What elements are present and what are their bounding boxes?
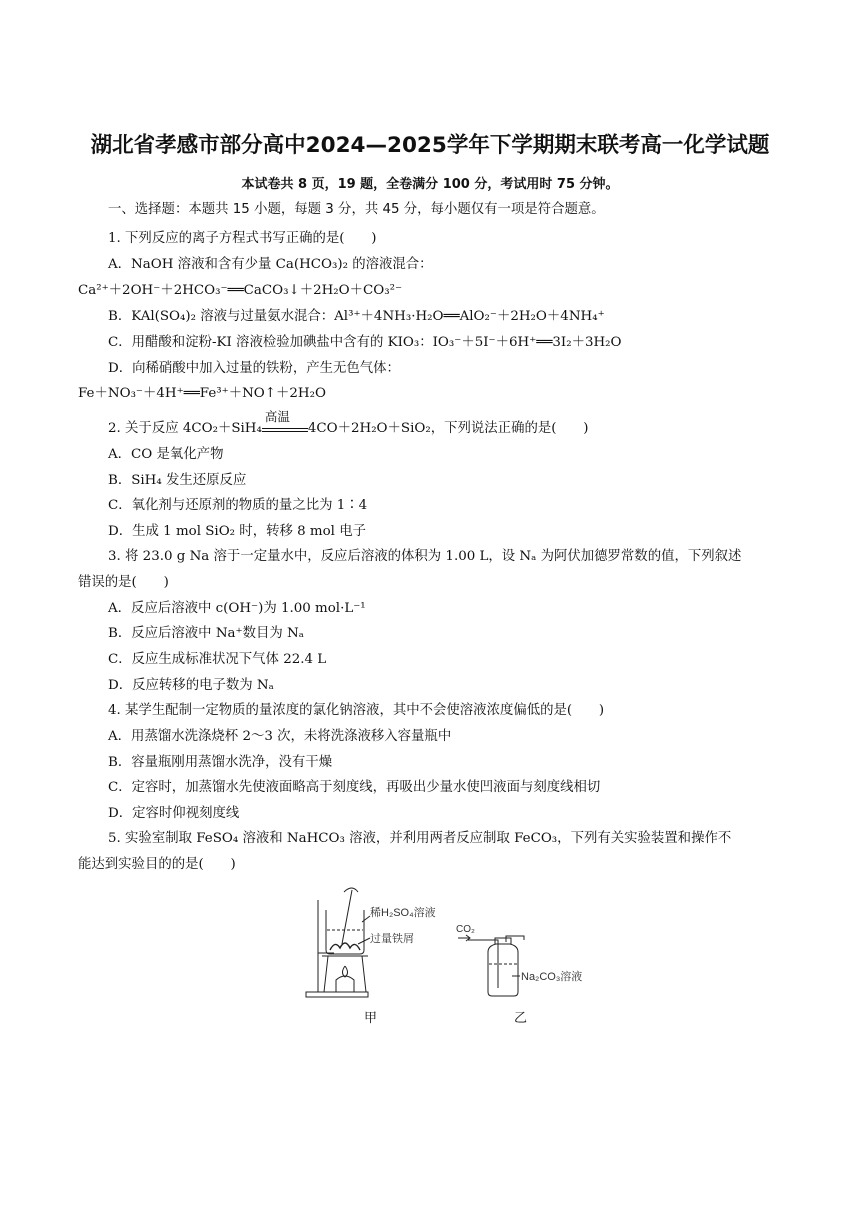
acid-label-leader bbox=[362, 916, 370, 922]
question-1-option-c: C．用醋酸和淀粉-KI 溶液检验加碘盐中含有的 KIO₃：IO₃⁻＋5I⁻＋6H⁺══3I₂＋3H₂O bbox=[108, 335, 622, 350]
question-2-stem-reactants: 2. 关于反应 4CO₂＋SiH₄ bbox=[108, 421, 262, 436]
reaction-condition-label: 高温 bbox=[264, 409, 290, 424]
wash-bottle-inlet-tube bbox=[468, 940, 498, 988]
label-iron-filings: 过量铁屑 bbox=[370, 933, 414, 945]
question-2-option-c: C．氧化剂与还原剂的物质的量之比为 1∶4 bbox=[108, 498, 368, 513]
section-heading: 一、选择题：本题共 15 小题，每题 3 分，共 45 分，每小题仅有一项是符合题意。 bbox=[108, 202, 605, 217]
stirring-rod bbox=[342, 890, 352, 944]
label-sodium-carbonate: Na₂CO₃溶液 bbox=[521, 971, 583, 983]
question-4-option-d: D．定容时仰视刻度线 bbox=[108, 806, 240, 821]
question-2-stem-products: 4CO＋2H₂O＋SiO₂，下列说法正确的是( ) bbox=[307, 421, 589, 436]
figure-caption-jia: 甲 bbox=[364, 1011, 378, 1025]
question-4-option-c: C．定容时，加蒸馏水先使液面略高于刻度线，再吸出少量水使凹液面与刻度线相切 bbox=[108, 780, 601, 795]
question-4-option-a: A．用蒸馏水洗涤烧杯 2～3 次，未将洗涤液移入容量瓶中 bbox=[108, 729, 452, 744]
question-2-option-d: D．生成 1 mol SiO₂ 时，转移 8 mol 电子 bbox=[108, 524, 366, 539]
question-1-option-d: D．向稀硝酸中加入过量的铁粉，产生无色气体： bbox=[108, 361, 400, 376]
question-1-option-a-equation: Ca²⁺＋2OH⁻＋2HCO₃⁻══CaCO₃↓＋2H₂O＋CO₃²⁻ bbox=[78, 283, 403, 298]
question-3-option-b: B．反应后溶液中 Na⁺数目为 Nₐ bbox=[108, 626, 304, 641]
iron-filings bbox=[330, 943, 360, 950]
question-3-option-d: D．反应转移的电子数为 Nₐ bbox=[108, 678, 274, 693]
wash-bottle-stopper bbox=[495, 938, 511, 944]
question-5-stem: 5. 实验室制取 FeSO₄ 溶液和 NaHCO₃ 溶液，并利用两者反应制取 FeCO₃，下列有关实验装置和操作不 bbox=[108, 831, 732, 846]
exam-info: 本试卷共 8 页，19 题，全卷满分 100 分，考试用时 75 分钟。 bbox=[241, 177, 619, 192]
question-2-stem bbox=[108, 409, 589, 438]
apparatus-figure bbox=[300, 880, 600, 1025]
stand-base bbox=[306, 992, 368, 997]
alcohol-lamp bbox=[336, 976, 354, 992]
wash-bottle-outlet-tube bbox=[506, 936, 524, 942]
equals-bar-bottom bbox=[262, 431, 308, 432]
question-1-option-d-equation: Fe＋NO₃⁻＋4H⁺══Fe³⁺＋NO↑＋2H₂O bbox=[78, 386, 326, 401]
figure-caption-yi: 乙 bbox=[514, 1011, 528, 1025]
question-2-option-a: A．CO 是氧化产物 bbox=[108, 447, 224, 462]
question-4-option-b: B．容量瓶刚用蒸馏水洗净，没有干燥 bbox=[108, 755, 333, 770]
question-2-option-b: B．SiH₄ 发生还原反应 bbox=[108, 473, 247, 488]
stirring-arrow-icon bbox=[344, 888, 358, 892]
question-4-stem: 4. 某学生配制一定物质的量浓度的氯化钠溶液，其中不会使溶液浓度偏低的是( ) bbox=[108, 703, 605, 718]
lamp-flame-icon bbox=[343, 966, 348, 977]
question-1-option-a: A．NaOH 溶液和含有少量 Ca(HCO₃)₂ 的溶液混合： bbox=[108, 257, 433, 272]
equals-bar-top bbox=[262, 428, 308, 429]
label-dilute-sulfuric-acid: 稀H₂SO₄溶液 bbox=[370, 907, 436, 919]
label-co2: CO₂ bbox=[456, 924, 475, 935]
question-3-option-a: A．反应后溶液中 c(OH⁻)为 1.00 mol·L⁻¹ bbox=[108, 601, 366, 616]
question-1-option-b: B．KAl(SO₄)₂ 溶液与过量氨水混合：Al³⁺＋4NH₃·H₂O══AlO₂⁻＋2H₂O＋4NH₄⁺ bbox=[108, 309, 605, 324]
tripod-leg-left bbox=[324, 956, 328, 992]
question-3-stem: 3. 将 23.0 g Na 溶于一定量水中，反应后溶液的体积为 1.00 L，设 Nₐ 为阿伏加德罗常数的值，下列叙述 bbox=[108, 549, 742, 564]
page-title: 湖北省孝感市部分高中2024—2025学年下学期期末联考高一化学试题 bbox=[90, 133, 770, 158]
question-3-option-c: C．反应生成标准状况下气体 22.4 L bbox=[108, 652, 327, 667]
wash-bottle bbox=[488, 944, 518, 996]
question-3-stem-continued: 错误的是( ) bbox=[78, 575, 169, 590]
tripod-leg-right bbox=[362, 956, 366, 992]
reaction-condition-arrow bbox=[262, 409, 308, 438]
question-5-stem-continued: 能达到实验目的的是( ) bbox=[78, 857, 236, 872]
question-1-stem: 1. 下列反应的离子方程式书写正确的是( ) bbox=[108, 231, 377, 246]
